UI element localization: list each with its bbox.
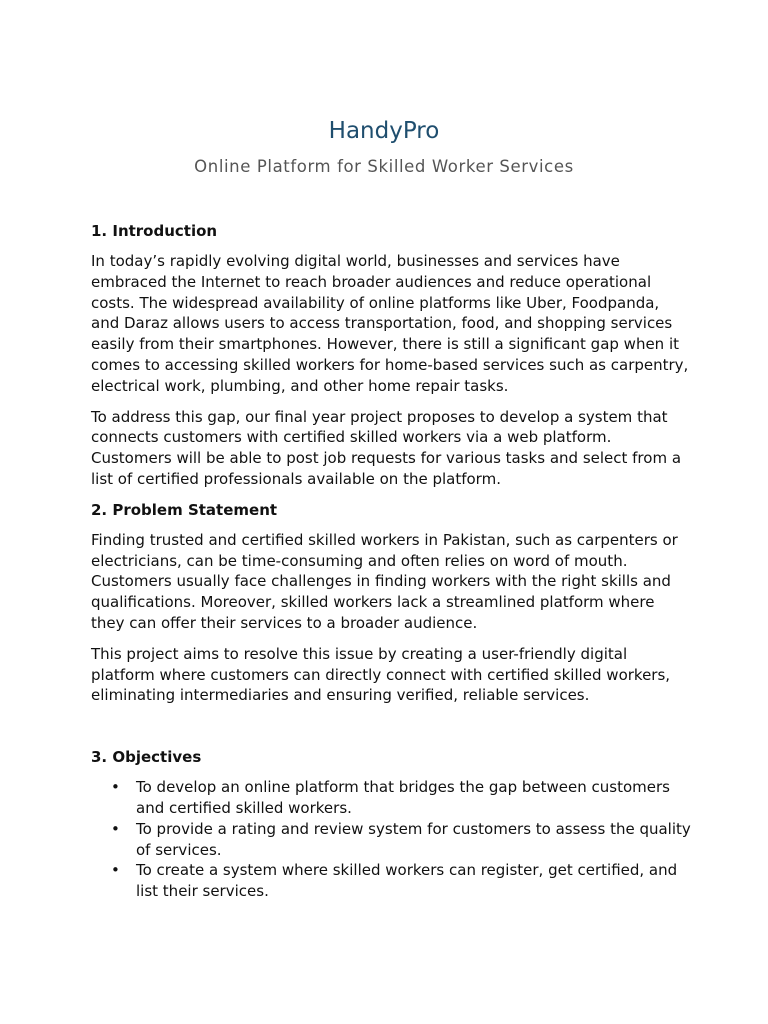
problem-statement-paragraph: This project aims to resolve this issue by creating a user-friendly digital platform where customers can directly connect with certified skilled workers, eliminating intermediaries and ensuring verified, reliable services. (91, 644, 671, 705)
objective-text: To develop an online platform that bridges the gap between customers and certified skilled workers. (136, 778, 670, 817)
objective-text: To create a system where skilled workers can register, get certified, and list their services. (136, 861, 678, 901)
section-heading-objectives: 3. Objectives (91, 748, 202, 767)
list-item (91, 777, 691, 819)
objectives-list (91, 777, 691, 902)
document-title: HandyPro (328, 118, 440, 144)
section-heading-problem-statement: 2. Problem Statement (91, 500, 278, 519)
bullet-icon: • (111, 861, 120, 880)
problem-statement-paragraph: Finding trusted and certified skilled workers in Pakistan, such as carpenters or electricians, can be time-consuming and often relies on word of mouth. Customers usually face challenges in finding workers with the right skills and qualifications. Moreover, skilled workers lack a streamlined platform where they can offer their services to a broader audience. (91, 530, 678, 632)
bullet-icon: • (111, 819, 120, 838)
list-item (91, 860, 691, 902)
introduction-paragraph: In today’s rapidly evolving digital world, businesses and services have embraced the Internet to reach broader audiences and reduce operational costs. The widespread availability of online platforms like Uber, Foodpanda, and Daraz allows users to access transportation, food, and shopping services easily from their smartphones. However, there is still a significant gap when it comes to accessing skilled workers for home-based services such as carpentry, electrical work, plumbing, and other home repair tasks. (91, 252, 689, 395)
document-subtitle: Online Platform for Skilled Worker Services (194, 157, 574, 176)
list-item (91, 819, 691, 861)
introduction-paragraph: To address this gap, our final year project proposes to develop a system that connects customers with certified skilled workers via a web platform. Customers will be able to post job requests for various tasks and select from a list of certified professionals available on the platform. (91, 407, 682, 488)
bullet-icon: • (111, 778, 120, 797)
objective-text: To provide a rating and review system for customers to assess the quality of services. (136, 819, 691, 859)
section-heading-introduction: 1. Introduction (91, 222, 218, 240)
document-body (91, 220, 691, 902)
